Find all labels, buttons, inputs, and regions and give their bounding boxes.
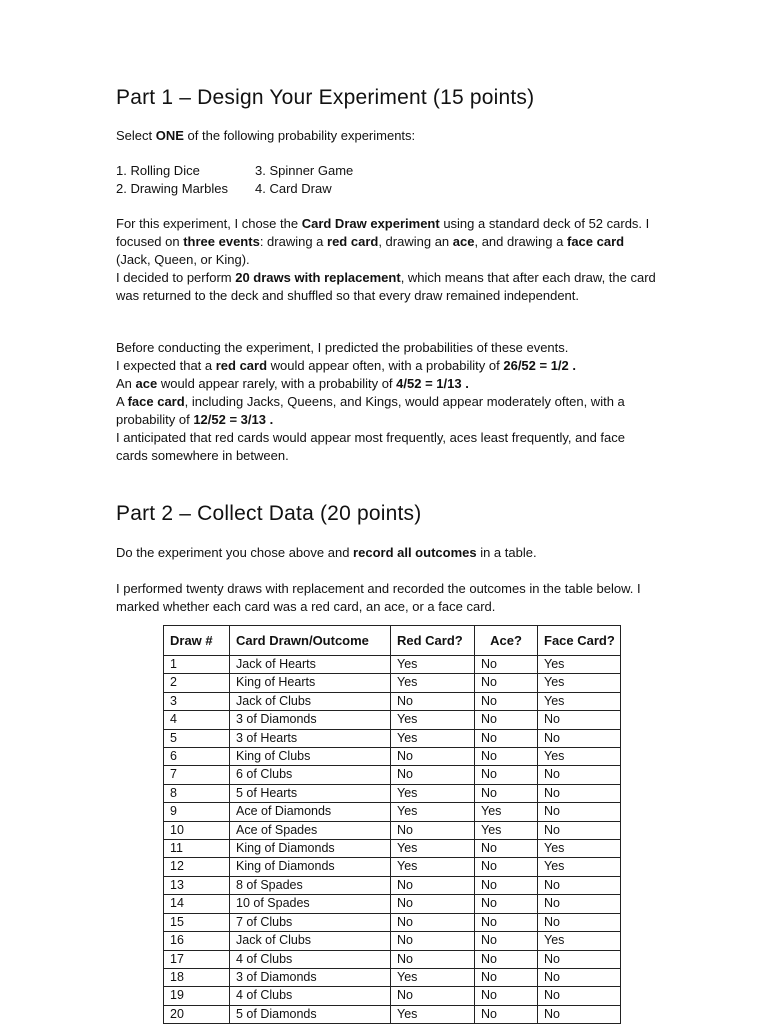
table-row [164, 858, 621, 876]
table-row [164, 766, 621, 784]
ace-cell: No [475, 711, 538, 729]
card-cell: 5 of Diamonds [230, 1005, 391, 1023]
card-cell: King of Hearts [230, 674, 391, 692]
table-row [164, 876, 621, 894]
table-row [164, 656, 621, 674]
ace-cell: No [475, 674, 538, 692]
face-card-cell: No [538, 1005, 621, 1023]
part1-heading: Part 1 – Design Your Experiment (15 points) [116, 86, 535, 109]
experiment-options [116, 162, 656, 197]
ace-cell: Yes [475, 821, 538, 839]
card-cell: Ace of Diamonds [230, 803, 391, 821]
table-row [164, 729, 621, 747]
draw-number-cell: 18 [164, 968, 230, 986]
header-draw-number: Draw # [164, 626, 230, 656]
table-row [164, 840, 621, 858]
select-instruction: Select ONE of the following probability experiments: [116, 128, 416, 143]
card-cell: 3 of Diamonds [230, 711, 391, 729]
record-instruction: Do the experiment you chose above and record all outcomes in a table. [116, 545, 537, 560]
ace-cell: No [475, 987, 538, 1005]
card-cell: 4 of Clubs [230, 950, 391, 968]
table-row [164, 987, 621, 1005]
ace-cell: No [475, 968, 538, 986]
red-card-cell: Yes [391, 803, 475, 821]
card-cell: 6 of Clubs [230, 766, 391, 784]
ace-cell: No [475, 784, 538, 802]
ace-cell: No [475, 913, 538, 931]
table-row [164, 784, 621, 802]
card-cell: Jack of Hearts [230, 656, 391, 674]
card-cell: 10 of Spades [230, 895, 391, 913]
face-card-cell: Yes [538, 656, 621, 674]
ace-cell: No [475, 656, 538, 674]
table-row [164, 968, 621, 986]
face-card-cell: No [538, 784, 621, 802]
face-card-cell: No [538, 766, 621, 784]
ace-cell: No [475, 840, 538, 858]
table-header-row [164, 626, 621, 656]
table-row [164, 932, 621, 950]
ace-cell: No [475, 729, 538, 747]
ace-cell: No [475, 895, 538, 913]
part2-heading: Part 2 – Collect Data (20 points) [116, 502, 422, 525]
face-card-cell: No [538, 711, 621, 729]
draw-number-cell: 9 [164, 803, 230, 821]
ace-cell: No [475, 858, 538, 876]
red-card-cell: Yes [391, 968, 475, 986]
red-card-cell: No [391, 950, 475, 968]
red-card-cell: No [391, 895, 475, 913]
data-description: I performed twenty draws with replacement and recorded the outcomes in the table below. I marked whether each card was a red card, an ace, or a face card. [116, 581, 641, 614]
ace-cell: Yes [475, 803, 538, 821]
table-row [164, 803, 621, 821]
face-card-cell: Yes [538, 748, 621, 766]
face-card-cell: No [538, 803, 621, 821]
draw-number-cell: 2 [164, 674, 230, 692]
ace-cell: No [475, 748, 538, 766]
draw-number-cell: 10 [164, 821, 230, 839]
draw-number-cell: 12 [164, 858, 230, 876]
outcomes-table [163, 625, 621, 1024]
red-card-cell: No [391, 692, 475, 710]
draw-number-cell: 6 [164, 748, 230, 766]
card-cell: Jack of Clubs [230, 932, 391, 950]
red-card-cell: No [391, 876, 475, 894]
red-card-cell: Yes [391, 674, 475, 692]
red-card-cell: Yes [391, 656, 475, 674]
face-card-cell: No [538, 729, 621, 747]
draw-number-cell: 8 [164, 784, 230, 802]
draw-number-cell: 17 [164, 950, 230, 968]
face-card-cell: No [538, 913, 621, 931]
face-card-cell: No [538, 895, 621, 913]
table-row [164, 748, 621, 766]
ace-cell: No [475, 1005, 538, 1023]
table-row [164, 913, 621, 931]
draw-number-cell: 3 [164, 692, 230, 710]
option-drawing-marbles: 2. Drawing Marbles [116, 180, 228, 196]
predictions-paragraph: Before conducting the experiment, I predicted the probabilities of these events. I expected that a red card would appear often, with a probability of 26/52 = 1/2 . An ace would appear rarely, with a probability of 4/52 = 1/13 . A face card, including Jacks, Queens, and Kings, would appear moderately often, with a probability of 12/52 = 3/13 . I anticipated that red cards would appear most frequently, aces least frequently, and face cards somewhere in between. [116, 340, 625, 463]
option-spinner-game: 3. Spinner Game [255, 163, 354, 178]
red-card-cell: No [391, 987, 475, 1005]
red-card-cell: No [391, 913, 475, 931]
red-card-cell: Yes [391, 729, 475, 747]
red-card-cell: Yes [391, 840, 475, 858]
red-card-cell: Yes [391, 711, 475, 729]
draw-number-cell: 5 [164, 729, 230, 747]
draw-number-cell: 7 [164, 766, 230, 784]
ace-cell: No [475, 692, 538, 710]
table-row [164, 821, 621, 839]
face-card-cell: No [538, 876, 621, 894]
face-card-cell: No [538, 968, 621, 986]
red-card-cell: No [391, 932, 475, 950]
card-cell: 7 of Clubs [230, 913, 391, 931]
table-row [164, 711, 621, 729]
card-cell: 4 of Clubs [230, 987, 391, 1005]
ace-cell: No [475, 766, 538, 784]
face-card-cell: No [538, 950, 621, 968]
table-body [164, 656, 621, 1024]
red-card-cell: No [391, 748, 475, 766]
table-row [164, 895, 621, 913]
red-card-cell: Yes [391, 1005, 475, 1023]
ace-cell: No [475, 950, 538, 968]
card-cell: 3 of Diamonds [230, 968, 391, 986]
red-card-cell: No [391, 821, 475, 839]
header-red-card: Red Card? [391, 626, 475, 656]
face-card-cell: Yes [538, 840, 621, 858]
experiment-description: For this experiment, I chose the Card Draw experiment using a standard deck of 52 cards. I focused on three events: drawing a red card, drawing an ace, and drawing a face card (Jack, Queen, or King). I decided to perform 20 draws with replacement, which means that after each draw, the card was returned to the deck and shuffled so that every draw remained independent. [116, 216, 656, 303]
table-row [164, 950, 621, 968]
option-card-draw: 4. Card Draw [255, 180, 332, 196]
draw-number-cell: 14 [164, 895, 230, 913]
card-cell: King of Clubs [230, 748, 391, 766]
face-card-cell: Yes [538, 858, 621, 876]
options-row-2 [116, 180, 656, 198]
card-cell: Ace of Spades [230, 821, 391, 839]
draw-number-cell: 1 [164, 656, 230, 674]
red-card-cell: Yes [391, 784, 475, 802]
card-cell: King of Diamonds [230, 858, 391, 876]
draw-number-cell: 15 [164, 913, 230, 931]
header-face-card: Face Card? [538, 626, 621, 656]
header-ace: Ace? [475, 626, 538, 656]
draw-number-cell: 16 [164, 932, 230, 950]
card-cell: 5 of Hearts [230, 784, 391, 802]
table-row [164, 1005, 621, 1023]
draw-number-cell: 11 [164, 840, 230, 858]
ace-cell: No [475, 876, 538, 894]
draw-number-cell: 4 [164, 711, 230, 729]
card-cell: Jack of Clubs [230, 692, 391, 710]
draw-number-cell: 13 [164, 876, 230, 894]
header-card-drawn: Card Drawn/Outcome [230, 626, 391, 656]
draw-number-cell: 19 [164, 987, 230, 1005]
face-card-cell: No [538, 987, 621, 1005]
card-cell: King of Diamonds [230, 840, 391, 858]
ace-cell: No [475, 932, 538, 950]
card-cell: 3 of Hearts [230, 729, 391, 747]
red-card-cell: No [391, 766, 475, 784]
option-rolling-dice: 1. Rolling Dice [116, 163, 200, 178]
card-cell: 8 of Spades [230, 876, 391, 894]
face-card-cell: Yes [538, 692, 621, 710]
options-row-1 [116, 162, 656, 180]
face-card-cell: Yes [538, 674, 621, 692]
face-card-cell: No [538, 821, 621, 839]
table-row [164, 674, 621, 692]
face-card-cell: Yes [538, 932, 621, 950]
red-card-cell: Yes [391, 858, 475, 876]
draw-number-cell: 20 [164, 1005, 230, 1023]
table-row [164, 692, 621, 710]
